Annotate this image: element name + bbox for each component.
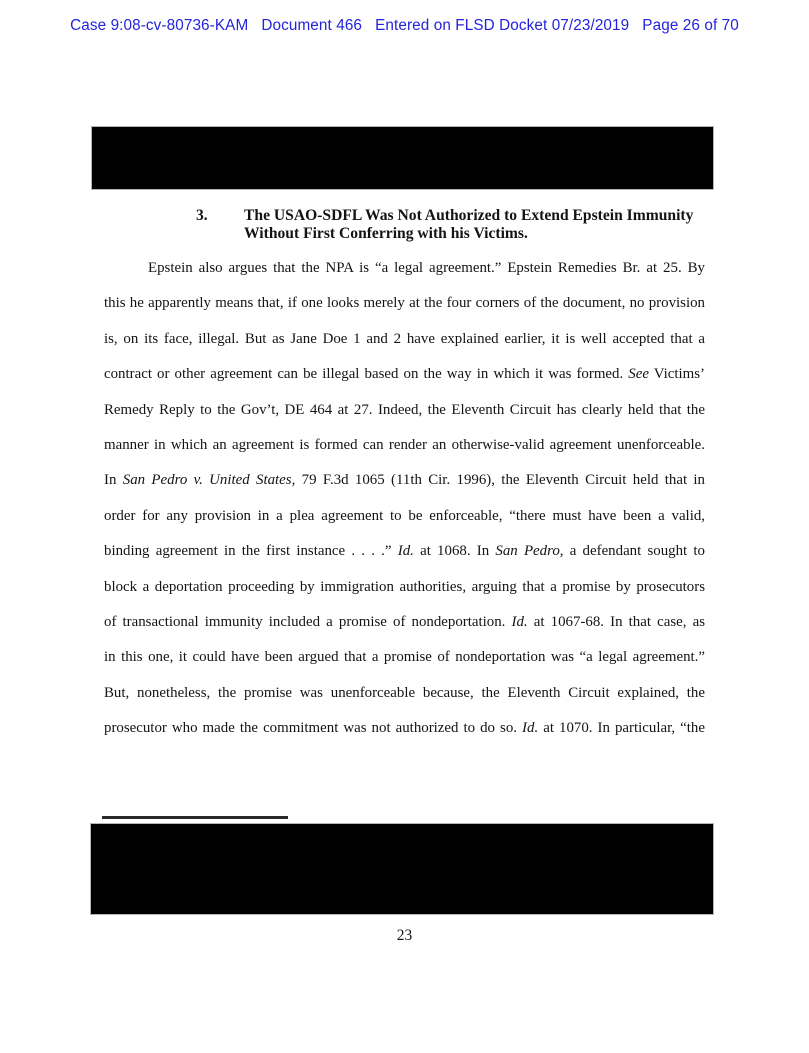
body-line: Remedy Reply to the Gov’t, DE 464 at 27. Indeed, the Eleventh Circuit has clearly held that the [104, 401, 705, 418]
body-line: In San Pedro v. United States, 79 F.3d 1065 (11th Cir. 1996), the Eleventh Circuit held that in [104, 472, 705, 489]
case-header: Case 9:08-cv-80736-KAM Document 466 Entered on FLSD Docket 07/23/2019 Page 26 of 70 [70, 17, 739, 34]
body-paragraph [104, 251, 705, 747]
body-line: block a deportation proceeding by immigration authorities, arguing that a promise by prosecutors [104, 578, 705, 595]
page-number: 23 [396, 927, 413, 944]
redaction-bar-bottom [91, 824, 713, 914]
section-number: 3. [196, 207, 208, 224]
body-line: But, nonetheless, the promise was unenforceable because, the Eleventh Circuit explained, the [104, 684, 705, 701]
section-heading [196, 207, 716, 242]
body-line: is, on its face, illegal. But as Jane Doe 1 and 2 have explained earlier, it is well accepted that a [104, 330, 705, 347]
section-title [244, 207, 716, 242]
body-line: contract or other agreement can be illegal based on the way in which it was formed. See Victims’ [104, 366, 706, 383]
section-title-line2: Without First Conferring with his Victims. [244, 224, 528, 242]
body-line: this he apparently means that, if one looks merely at the four corners of the document, no provision [104, 295, 705, 312]
body-line: manner in which an agreement is formed can render an otherwise-valid agreement unenforceable. [104, 437, 705, 454]
body-line: order for any provision in a plea agreement to be enforceable, “there must have been a valid, [104, 507, 705, 524]
body-line: prosecutor who made the commitment was not authorized to do so. Id. at 1070. In particular, “the [104, 720, 705, 737]
body-line: binding agreement in the first instance . . . .” Id. at 1068. In San Pedro, a defendant sought to [104, 543, 705, 560]
body-line: of transactional immunity included a promise of nondeportation. Id. at 1067-68. In that case, as [104, 614, 705, 631]
footnote-separator [102, 816, 288, 819]
redaction-bar-top [92, 127, 713, 189]
body-line: Epstein also argues that the NPA is “a legal agreement.” Epstein Remedies Br. at 25. By [148, 260, 705, 276]
body-line: in this one, it could have been argued that a promise of nondeportation was “a legal agreement.” [104, 649, 705, 666]
section-title-line1: The USAO-SDFL Was Not Authorized to Extend Epstein Immunity [244, 207, 694, 224]
